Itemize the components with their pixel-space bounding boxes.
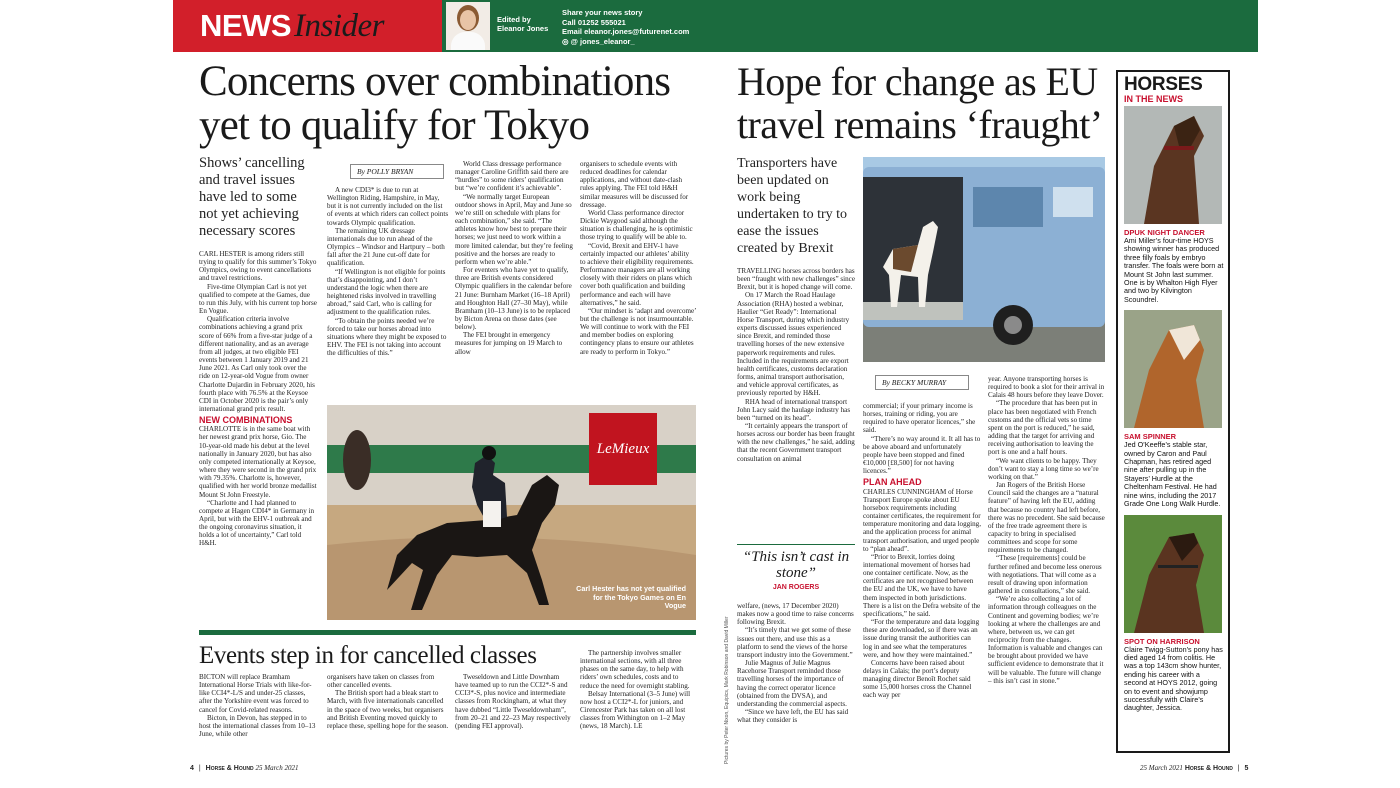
right-col1b: welfare, (news, 17 December 2020) makes now a good time to raise concerns following Brexit. “It’s timely that we get some of these issues out there, and use this as a platform to send the views of the horse transport industry into the Government.” Julie Magnus of Julie Magnus Racehorse Transport reminded those travelling horses of the importance of having the correct operator licence (obtained from the DVSA), and understanding the commercial aspects. “Since we have left, the EU has said what they consider is — [737, 602, 854, 725]
lemieux-banner-text: LeMieux — [596, 441, 650, 457]
editor-photo — [446, 2, 490, 50]
share-title: Share your news story — [562, 8, 643, 17]
masthead-right: Horse & Hound — [1184, 765, 1233, 772]
logo-news: NEWS — [200, 8, 291, 43]
events-headline: Events step in for cancelled classes — [199, 642, 537, 669]
page-number-left: 4 — [190, 765, 194, 772]
sidebar-item-3-title: SPOT ON HARRISON — [1124, 636, 1200, 646]
sidebar-item-2-text: Jed O’Keeffe’s stable star, owned by Caron and Paul Chapman, has retired aged nine after pulling up in the Stayers’ Hurdle at the Cheltenham Festival. He had nine wins, including the 2017 Grade One Long Walk Hurdle. — [1124, 440, 1221, 509]
left-headline: Concerns over combinations yet to qualify for Tokyo — [199, 58, 671, 149]
share-news-box — [562, 8, 689, 46]
sidebar-item-2-title: SAM SPINNER — [1124, 432, 1177, 442]
share-social[interactable]: ◎ @ jones_eleanor_ — [562, 36, 635, 46]
events-col1: BICTON will replace Bramham International Horse Trials with like-for-like CCI4*-L/S and under-25 classes, after the Yorkshire event was forced to cancel for Covid-related reasons. Bicton, in Devon, has stepped in to host the international classes from 10–13 June, while other — [199, 673, 316, 739]
sidebar-item-3-text: Claire Twigg-Sutton’s pony has died aged 14 from colitis. He was a top 143cm show hunter, ending his career with a second at HOYS 2012, going on to event and showjump successfully with Claire’s daughter, Jessica. — [1124, 644, 1223, 713]
sidebar-title: HORSES — [1124, 74, 1203, 95]
pull-quote-author: JAN ROGERS — [772, 584, 820, 591]
right-folio: 25 March 2021 Horse & Hound | 5 — [1140, 764, 1249, 772]
right-col2: commercial; if your primary income is horses, training or riding, you are required to have operator licences,” she said. “There’s no way around it. It all has to be above aboard and unfortunately people have been stopped and fined €10,000 [£8,500] for not having licences.” PLAN AHEAD CHARLES CUNNINGHAM of Horse Transport Europe spoke about EU horsebox requirements including container certificates, the requirement for temperature monitoring and data logging, and the application process for animal transport authorisation, and urged people to “plan ahead”. “Prior to Brexit, lorries doing international movement of horses had one container certificate. Now, as the certificates are not recognised between the EU and the UK, we have to have them inspected in both jurisdictions. There is a list on the Defra website of the specifications,” he said. “For the temperature and data logging these are downloaded, so if there was an issue during transit the authorities can log in and see what the temperatures were, and how they were maintained.” Concerns have been raised about delays in Calais; the port’s deputy managing director Benoît Rochet said some 15,000 horses cross the Channel each way per — [863, 402, 981, 700]
left-col1: CARL HESTER is among riders still trying to qualify for this summer’s Tokyo Olympics, owing to event cancellations and travel restrictions. Five-time Olympian Carl is not yet qualified to compete at the Games, due to run this July, with his current top horse En Vogue. Qualification criteria involve combinations achieving a grand prix score of 66% from a five-star judge of a different nationality, and as an average from all judges, at two eligible FEI events between 1 January 2019 and 21 June 2021. As Carl only took over the ride on 12-year-old Vogue from owner Charlotte Dujardin in February 2020, his fourth place with 76.5% at the Keysoe CDI in October 2020 is the pair’s only international grand prix result. NEW COMBINATIONS CHARLOTTE is in the same boat with her newest grand prix horse, Gio. The 10-year-old made his debut at the level nationally in January 2020, but has also only competed internationally at Keysoe, where they were second in the grand prix with 79.35%. Charlotte is, however, qualified with her world bronze medallist Mount St John Freestyle. “Charlotte and I had planned to compete at Hagen CDI4* in Germany in April, but with the EHV-1 outbreak and the ongoing coronavirus situation, it holds a lot of uncertainty,” Carl told H&H. — [199, 250, 317, 548]
sidebar-subtitle: IN THE NEWS — [1124, 94, 1184, 104]
edited-by-label: Edited by — [497, 15, 531, 24]
horsebox-illustration — [863, 157, 1105, 362]
right-col1: TRAVELLING horses across borders has been “fraught with new challenges” since Brexit, but it is hoped change will come. On 17 March the Road Haulage Association (RHA) hosted a webinar, Haulier “Get Ready”: International Horse Transport, during which industry experts discussed issues experienced since Brexit, and reminded those travelling horses of the new extensive paperwork requirements and rules. Included in the requirements are export health certificates, customs declaration forms, animal transport authorisation, and vehicle approval certificates, as previously reported by H&H. RHA head of international transport John Lacy said the haulage industry has been “turned on its head”. “It certainly appears the transport of horses across our border has been fraught with the new challenges,” he said, adding that the recent Government transport consultation on animal — [737, 267, 855, 463]
left-standfirst: Shows’ cancelling and travel issues have led to some not yet achieving necessary scores — [199, 155, 305, 239]
right-subhead-plan-ahead: PLAN AHEAD — [863, 477, 922, 488]
page-number-right: 5 — [1244, 765, 1249, 772]
pull-quote-text: “This isn’t cast in stone” — [742, 549, 850, 581]
sidebar-item-1-text: Ami Miller’s four-time HOYS showing winner has produced three filly foals by embryo transfer. The foals were born at Mount St John last summer. One is by Whalton High Flyer and two by Kilvington Scoundrel. — [1124, 236, 1224, 304]
horses-in-news-sidebar — [1116, 70, 1230, 753]
left-byline: By POLLY BRYAN — [350, 164, 444, 179]
left-subhead-new-combinations: NEW COMBINATIONS — [199, 415, 293, 426]
sidebar-photo-3 — [1124, 515, 1222, 633]
left-folio: 4 | Horse & Hound 25 March 2021 — [190, 764, 299, 772]
events-col2: organisers have taken on classes from other cancelled events. The British sport had a bleak start to March, with five internationals cancelled in the space of two weeks, but organisers and British Eventing moved quickly to replace these, spelling hope for the season. — [327, 673, 449, 730]
left-col3: World Class dressage performance manager Caroline Griffith said there are “hurdles” to some riders’ qualification but “we’re confident it’s achievable”. “We normally target European outdoor shows in April, May and June so we’re still on schedule with plans for each combination,” she said. “The athletes know how best to prepare their horses; we just need to work within a more limited calendar, but they’re feeling positive and the horses are ready to perform when we’re able.” For eventers who have yet to qualify, three are British events considered Olympic qualifiers in the calendar before 21 June: Burnham Market (16–18 April) and Houghton Hall (27–30 May), while Bramham (10–13 June) is to be replaced by Bicton Arena on those dates (see below). The FEI brought in emergency measures for jumping on 19 March to allow — [455, 160, 573, 356]
left-col2: A new CDI3* is due to run at Wellington Riding, Hampshire, in May, but it is not currently included on the list of events at which riders can collect points towards Olympic qualification. The remaining UK dressage internationals due to run ahead of the Olympics – Windsor and Hartpury – both fall after the 21 June cut-off date for qualification. “If Wellington is not eligible for points that’s disappointing, and I don’t understand the logic when there are heightened risks involved in travelling abroad,” said Carl, who is calling for adjustment to the qualification rules. “To obtain the points needed we’re forced to take our horses abroad into situations where they might be exposed to EHV. The FEI is not taking into account the difficulties of this.” — [327, 186, 449, 358]
dressage-photo — [327, 405, 696, 620]
pull-quote — [737, 544, 855, 591]
logo-insider: Insider — [294, 7, 384, 44]
masthead-left: Horse & Hound — [205, 765, 254, 772]
instagram-icon: ◎ — [562, 36, 569, 46]
sidebar-photo-1 — [1124, 106, 1222, 224]
editor-name: Eleanor Jones — [497, 24, 549, 33]
right-headline: Hope for change as EU travel remains ‘fraught’ — [737, 59, 1103, 147]
right-byline: By BECKY MURRAY — [875, 375, 969, 390]
news-insider-logo — [173, 0, 442, 52]
events-col3: Tweseldown and Little Downham have teamed up to run the CCI2*-S and CCI3*-S, plus novice and intermediate classes from Rockingham, at what they have dubbed “Little Tweseldownham”, from 20–21 and 22–23 May respectively (pending FEI approval). — [455, 673, 571, 730]
sidebar-item-1-title: DPUK NIGHT DANCER — [1124, 228, 1205, 237]
right-standfirst: Transporters have been updated on work being undertaken to try to ease the issues created by Brexit — [737, 156, 848, 256]
share-email[interactable]: Email eleanor.jones@futurenet.com — [562, 27, 690, 37]
right-col3: year. Anyone transporting horses is required to book a slot for their arrival in Calais 48 hours before they leave Dover. “The procedure that has been put in place has been negotiated with French customs and the official vets so time spent on the port is reduced,” he said, adding that the target for arriving and receiving authorisation to leaving the port is one and a half hours. “We want clients to be happy. They don’t want to stay a long time so we’re working on that.” Jan Rogers of the British Horse Council said the changes are a “natural feature” of having left the EU, adding that because no country had left before, there was no precedent. She said because of the free trade agreement there is capacity to bring in specialised committees and scope for some requirements to be changed. “These [requirements] could be further refined and become less onerous with negotiations. That will come as a result of drawing upon information gathered in consultations,” she said. “We’re also collecting a lot of information through colleagues on the Continent and governing bodies; we’re looking at where the challenges are and where, between us, we can get reciprocity from the changes. Information is valuable and changes can be brought about provided we have sufficient evidence to demonstrate that it will be valuable. The future will change – this isn’t cast in stone.” — [988, 375, 1105, 685]
share-phone[interactable]: Call 01252 555021 — [562, 17, 626, 27]
editor-credit — [497, 15, 548, 33]
left-col4: organisers to schedule events with reduced deadlines for calendar applications, and without date-clash rules applying. The FEI told H&H similar measures will be discussed for dressage. World Class performance director Dickie Waygood said although the situation is challenging, he is optimistic those trying to qualify will be able to. “Covid, Brexit and EHV-1 have certainly impacted our athletes’ ability to achieve their eligibility requirements. Performance managers are all working closely with their riders on plans which cover both qualification and building performance and each will have alternatives,” he said. “Our mindset is ‘adapt and overcome’ but the challenge is not insurmountable. We will continue to work with the FEI and member bodies on exploring contingency plans to ensure our athletes are ready to perform in Tokyo.” — [580, 160, 697, 356]
events-col4: The partnership involves smaller international sections, with all three phases on the same day, to help with riders’ own schedules, costs and to reduce the need for overnight stabling. Belsay International (3–5 June) will now host a CCI2*-L for juniors, and Cirencester Park has taken on all lost classes from Withington on 1–2 May (news, 18 March). LE — [580, 649, 691, 731]
dressage-photo-caption: Carl Hester has not yet qualified for the Tokyo Games on En Vogue — [576, 584, 686, 610]
sidebar-photo-2 — [1124, 310, 1222, 428]
photo-credit: Pictures by Peter Nixon, Equipics, Mark Robinson and David Miller — [724, 616, 730, 764]
section-rule — [199, 630, 696, 635]
date-left: 25 March 2021 — [255, 764, 299, 772]
horsebox-photo — [863, 157, 1105, 362]
date-right: 25 March 2021 — [1140, 764, 1183, 772]
